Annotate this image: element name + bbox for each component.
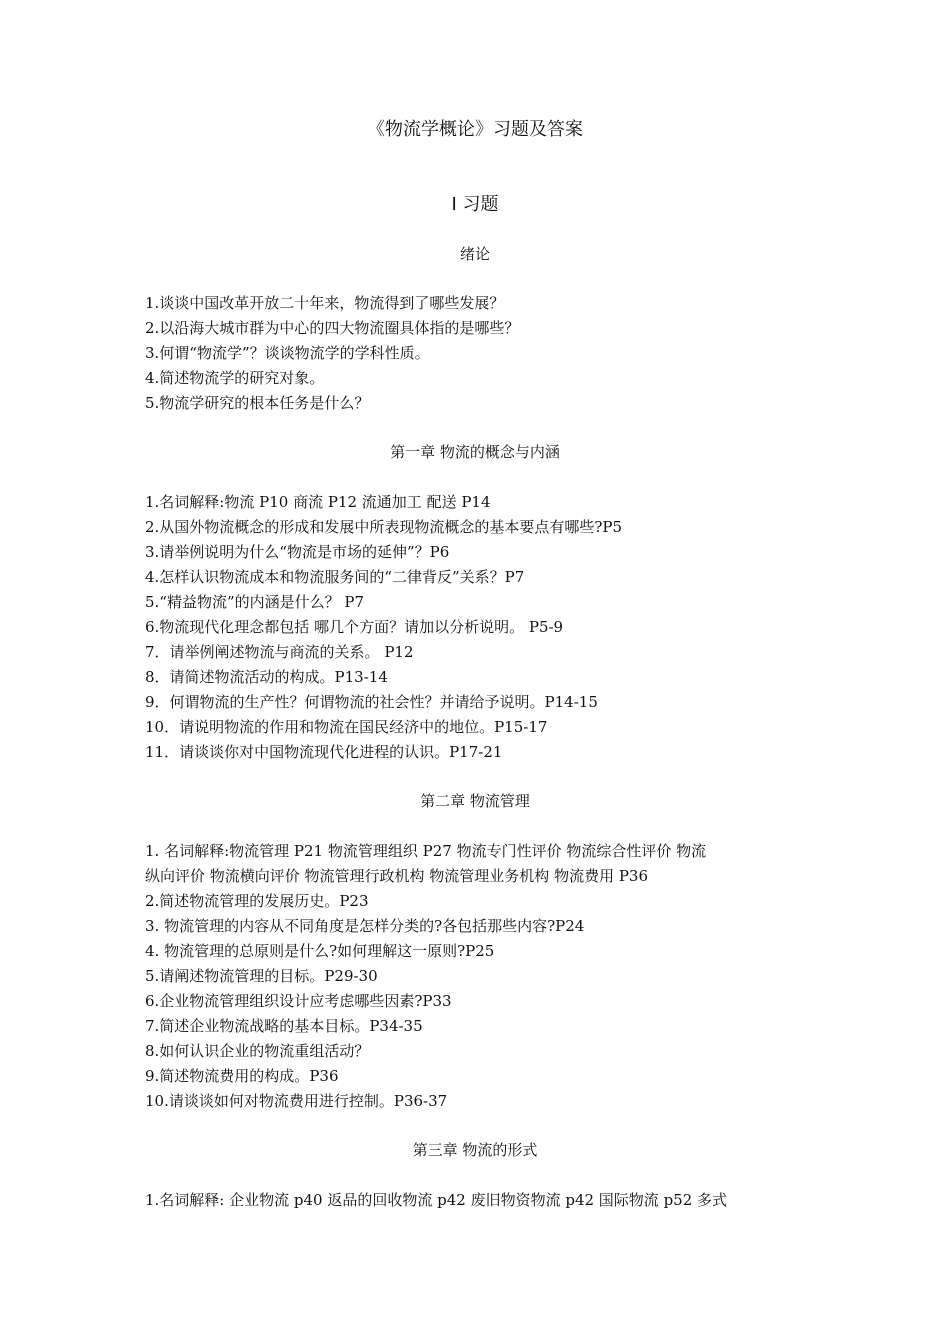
- section-heading-chapter-3: 第三章 物流的形式: [412, 1141, 538, 1159]
- question-line: 1.名词解释:物流 P10 商流 P12 流通加工 配送 P14: [145, 493, 491, 511]
- question-line: 4.怎样认识物流成本和物流服务间的“二律背反”关系？P7: [145, 568, 525, 586]
- question-line: 7.简述企业物流战略的基本目标。P34-35: [145, 1017, 423, 1035]
- question-line: 9．何谓物流的生产性？何谓物流的社会性？并请给予说明。P14-15: [145, 693, 598, 711]
- question-line: 1.名词解释: 企业物流 p40 返品的回收物流 p42 废旧物资物流 p42 国际物流 p52 多式: [145, 1191, 728, 1209]
- question-line: 1.谈谈中国改革开放二十年来，物流得到了哪些发展？: [145, 294, 505, 312]
- section-heading-intro: 绪论: [459, 245, 490, 263]
- question-line: 8.如何认识企业的物流重组活动？: [145, 1042, 370, 1060]
- question-line: 4. 物流管理的总原则是什么?如何理解这一原则?P25: [145, 942, 495, 960]
- section-heading-chapter-2: 第二章 物流管理: [420, 792, 530, 810]
- part-heading: Ⅰ 习题: [451, 194, 499, 215]
- question-line: 4.简述物流学的研究对象。: [145, 369, 325, 387]
- question-line: 5.物流学研究的根本任务是什么？: [145, 394, 370, 412]
- question-line: 5.“精益物流”的内涵是什么？ P7: [145, 593, 365, 611]
- question-line: 6.企业物流管理组织设计应考虑哪些因素?P33: [145, 992, 452, 1010]
- question-line: 2.简述物流管理的发展历史。P23: [145, 892, 369, 910]
- question-line: 3. 物流管理的内容从不同角度是怎样分类的?各包括那些内容?P24: [145, 917, 585, 935]
- question-line: 10.请谈谈如何对物流费用进行控制。P36-37: [145, 1092, 448, 1110]
- question-line: 2.以沿海大城市群为中心的四大物流圈具体指的是哪些？: [145, 319, 520, 337]
- question-line: 纵向评价 物流横向评价 物流管理行政机构 物流管理业务机构 物流费用 P36: [145, 867, 649, 885]
- document-title: 《物流学概论》习题及答案: [367, 119, 583, 140]
- question-line: 10．请说明物流的作用和物流在国民经济中的地位。P15-17: [145, 718, 548, 736]
- question-line: 9.简述物流费用的构成。P36: [145, 1067, 339, 1085]
- question-line: 3.请举例说明为什么“物流是市场的延伸”？P6: [145, 543, 450, 561]
- question-line: 8．请简述物流活动的构成。P13-14: [145, 668, 388, 686]
- question-line: 1. 名词解释:物流管理 P21 物流管理组织 P27 物流专门性评价 物流综合性评价 物流: [145, 842, 707, 860]
- section-heading-chapter-1: 第一章 物流的概念与内涵: [390, 443, 560, 461]
- question-line: 6.物流现代化理念都包括 哪几个方面？请加以分析说明。 P5-9: [145, 618, 564, 636]
- question-line: 7．请举例阐述物流与商流的关系。 P12: [145, 643, 414, 661]
- question-line: 5.请阐述物流管理的目标。P29-30: [145, 967, 378, 985]
- question-line: 2.从国外物流概念的形成和发展中所表现物流概念的基本要点有哪些?P5: [145, 518, 622, 536]
- question-line: 11．请谈谈你对中国物流现代化进程的认识。P17-21: [145, 743, 503, 761]
- question-line: 3.何谓“物流学”？谈谈物流学的学科性质。: [145, 344, 430, 362]
